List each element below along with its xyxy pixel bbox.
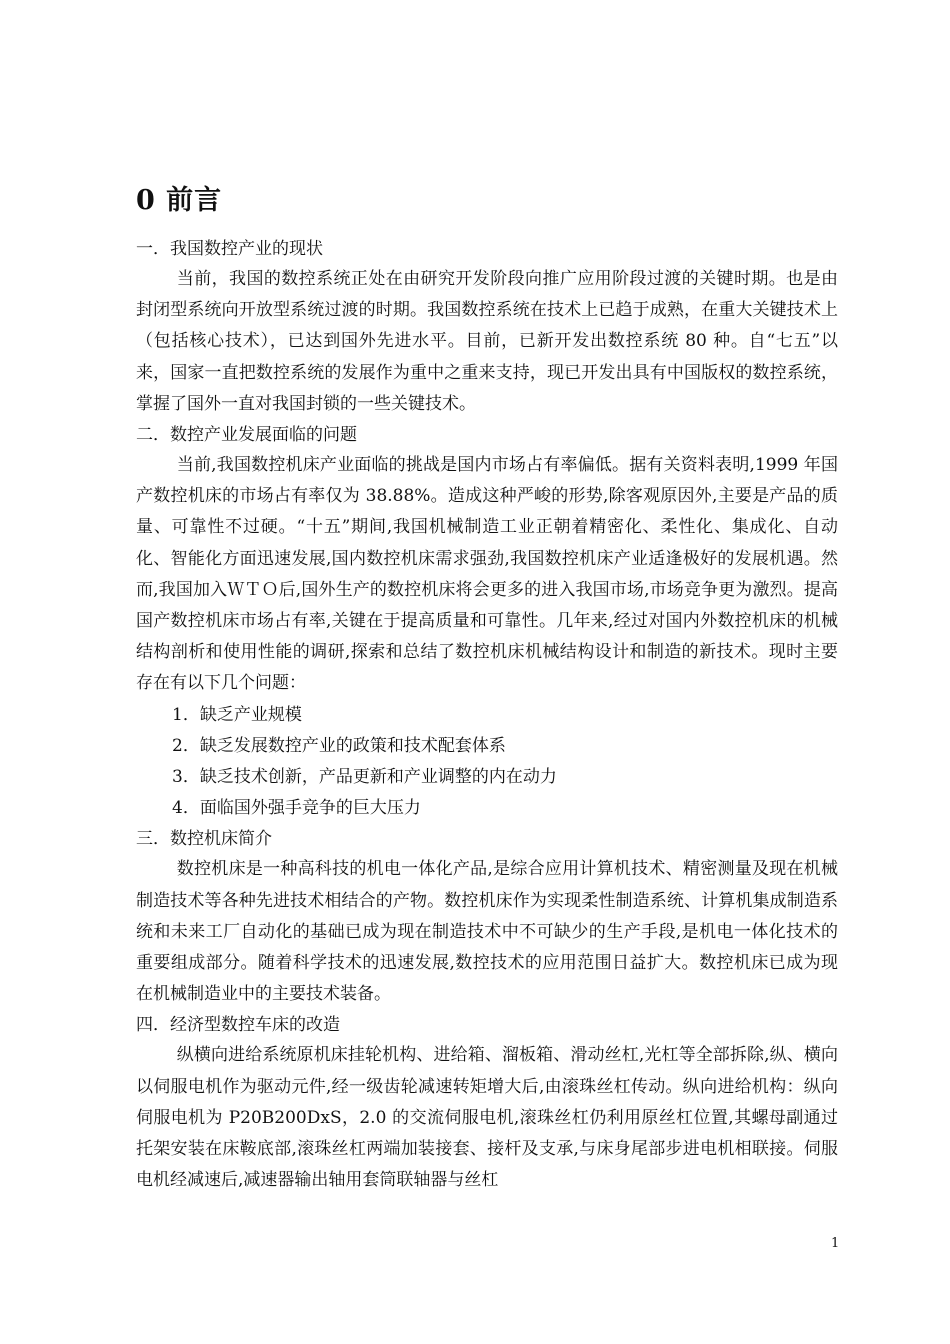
section-paragraph: 数控机床是一种高科技的机电一体化产品,是综合应用计算机技术、精密测量及现在机械制造技术等各种先进技术相结合的产物。数控机床作为实现柔性制造系统、计算机集成制造系统和未来工厂自动化的基础已成为现在制造技术中不可缺少的生产手段,是机电一体化技术的重要组成部分。随着科学技术的迅速发展,数控技术的应用范围日益扩大。数控机床已成为现在机械制造业中的主要技术装备。 bbox=[136, 859, 838, 1005]
page-number: 1 bbox=[831, 1236, 840, 1251]
section-heading: 三．数控机床简介 bbox=[136, 829, 272, 850]
section-heading: 一．我国数控产业的现状 bbox=[136, 239, 323, 259]
list-item: 2．缺乏发展数控产业的政策和技术配套体系 bbox=[172, 735, 506, 756]
section-paragraph: 当前，我国的数控系统正处在由研究开发阶段向推广应用阶段过渡的关键时期。也是由封闭型系统向开放型系统过渡的时期。我国数控系统在技术上已趋于成熟，在重大关键技术上（包括核心技术），已达到国外先进水平。目前，已新开发出数控系统 80 种。自“七五”以来，国家一直把数控系统的发展作为重中之重来支持，现已开发出具有中国版权的数控系统，掌握了国外一直对我国封锁的一些关键技术。 bbox=[136, 269, 838, 414]
list-item: 3．缺乏技术创新，产品更新和产业调整的内在动力 bbox=[172, 767, 557, 788]
section-current-status bbox=[136, 234, 838, 420]
section-heading: 四．经济型数控车床的改造 bbox=[136, 1015, 340, 1036]
problem-list bbox=[136, 700, 838, 825]
list-item: 1．缺乏产业规模 bbox=[172, 704, 302, 725]
section-heading: 二．数控产业发展面临的问题 bbox=[136, 425, 357, 446]
page-title: 0 前言 bbox=[136, 185, 223, 216]
section-lathe-retrofit bbox=[136, 1010, 838, 1196]
section-cnc-introduction bbox=[136, 824, 838, 1010]
document-body bbox=[136, 234, 838, 1196]
section-problems bbox=[136, 420, 838, 824]
section-paragraph: 当前,我国数控机床产业面临的挑战是国内市场占有率偏低。据有关资料表明,1999 年国产数控机床的市场占有率仅为 38.88%。造成这种严峻的形势,除客观原因外,主要是产品的质量、可靠性不过硬。“十五”期间,我国机械制造工业正朝着精密化、柔性化、集成化、自动化、智能化方面迅速发展,国内数控机床需求强劲,我国数控机床产业适逢极好的发展机遇。然而,我国加入ＷＴＯ后,国外生产的数控机床将会更多的进入我国市场,市场竞争更为激烈。提高国产数控机床市场占有率,关键在于提高质量和可靠性。几年来,经过对国内外数控机床的机械结构剖析和使用性能的调研,探索和总结了数控机床机械结构设计和制造的新技术。现时主要存在有以下几个问题： bbox=[136, 455, 838, 694]
section-paragraph: 纵横向进给系统原机床挂轮机构、进给箱、溜板箱、滑动丝杠,光杠等全部拆除,纵、横向以伺服电机作为驱动元件,经一级齿轮减速转矩增大后,由滚珠丝杠传动。纵向进给机构：纵向伺服电机为 P20B200DxS，2.0 的交流伺服电机,滚珠丝杠仍利用原丝杠位置,其螺母副通过托架安装在床鞍底部,滚珠丝杠两端加装接套、接杆及支承,与床身尾部步进电机相联接。伺服电机经减速后,减速器输出轴用套筒联轴器与丝杠 bbox=[136, 1045, 838, 1191]
list-item: 4．面临国外强手竞争的巨大压力 bbox=[172, 798, 421, 819]
